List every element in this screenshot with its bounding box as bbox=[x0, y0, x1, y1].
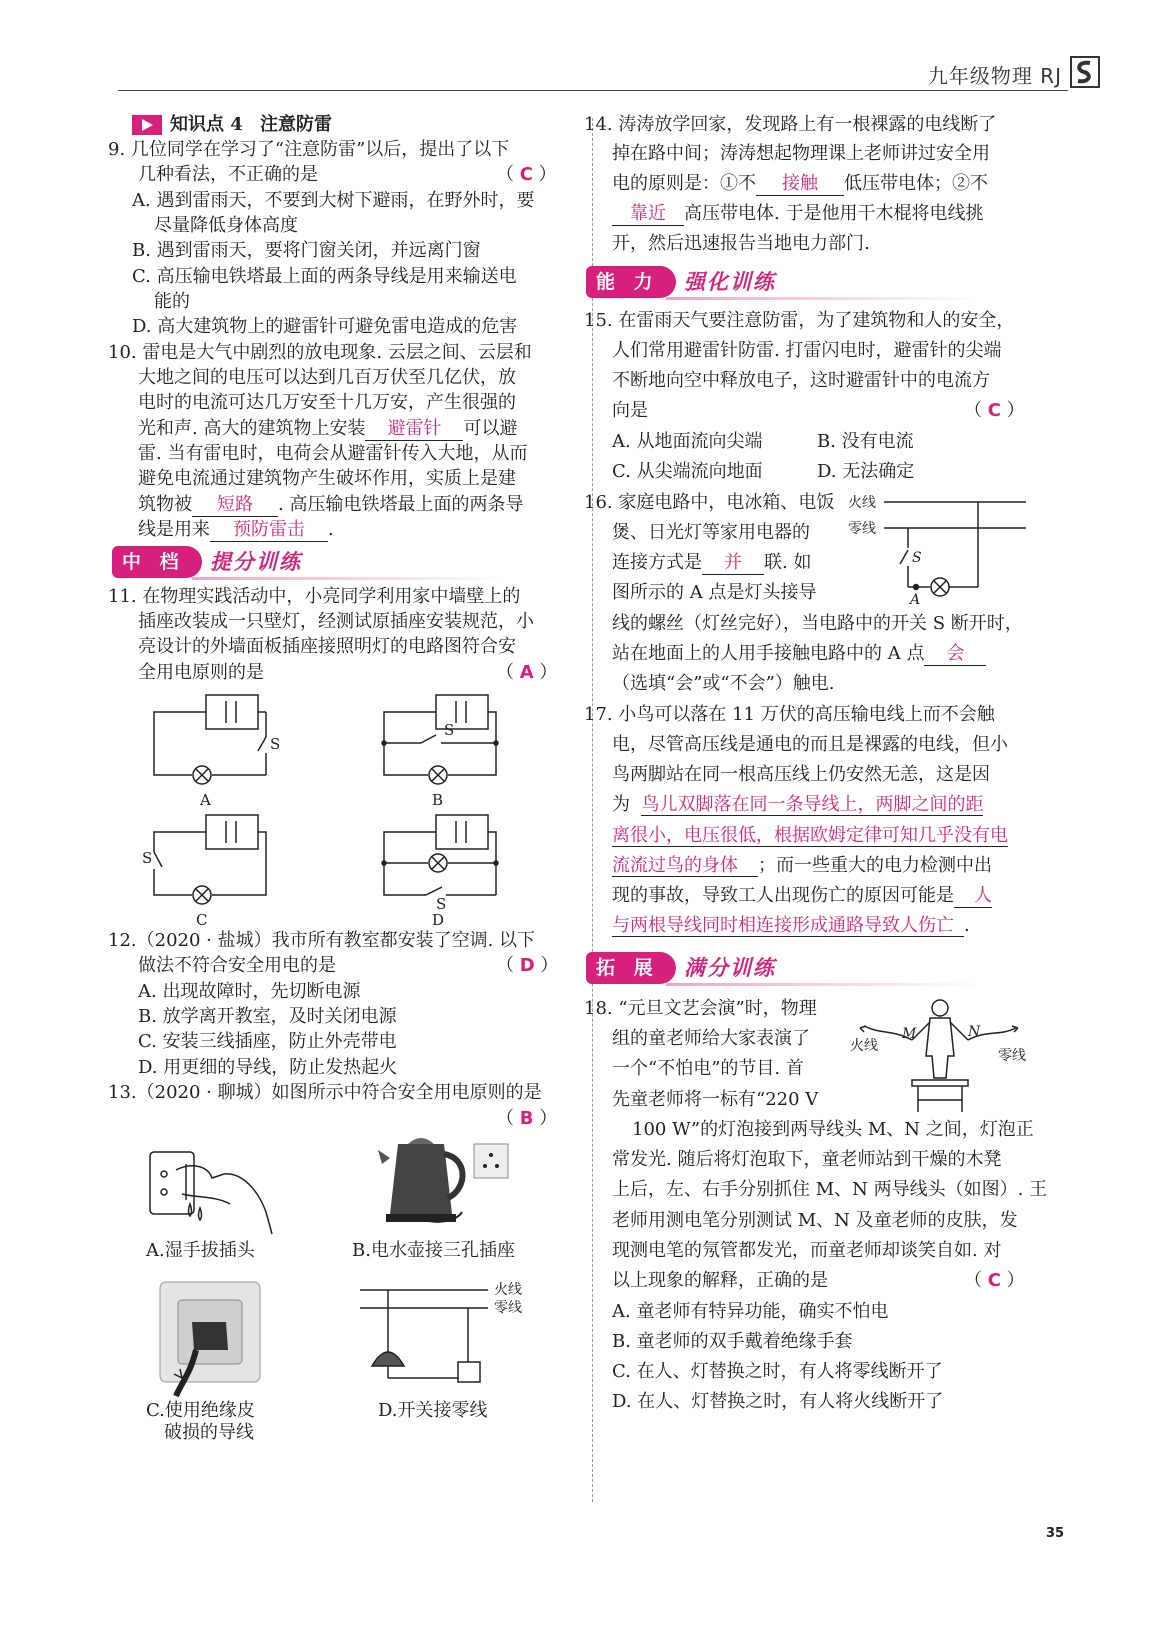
label-s-a: S bbox=[270, 735, 281, 753]
text-line: D. 高大建筑物上的避雷针可避免雷电造成的危害 bbox=[132, 316, 518, 337]
label-s-d: S bbox=[436, 895, 447, 913]
blank-17-1b: 离很小，电压很低，根据欧姆定律可知几乎没有电 bbox=[612, 825, 1008, 846]
text-segment: 电的原则是：①不 bbox=[612, 173, 756, 194]
text-line: 13.（2020 · 聊城）如图所示中符合安全用电原则的是 bbox=[108, 1082, 542, 1103]
text-line: 16. 家庭电路中，电冰箱、电饭 bbox=[584, 492, 835, 513]
text-line: 鸟两脚站在同一根高压线上仍安然无恙，这是因 bbox=[612, 764, 990, 785]
blank-17-1a: 鸟儿双脚落在同一条导线上，两脚之间的距 bbox=[641, 794, 984, 815]
blank-10-3: 预防雷击 bbox=[210, 519, 328, 542]
text-line bbox=[612, 201, 983, 227]
caption-13d: D.开关接零线 bbox=[378, 1400, 488, 1421]
text-line bbox=[138, 492, 523, 518]
text-line: B. 童老师的双手戴着绝缘手套 bbox=[612, 1331, 853, 1352]
text-segment: 注意防雷 bbox=[259, 114, 332, 135]
play-icon bbox=[132, 115, 162, 135]
text-line bbox=[612, 823, 1008, 849]
text-segment: 现的事故，导致工人出现伤亡的原因可能是 bbox=[612, 885, 954, 906]
text-line: 不断地向空中释放电子，这时避雷针中的电流方 bbox=[612, 370, 990, 391]
text-line: C. 安装三线插座，防止外壳带电 bbox=[138, 1031, 397, 1052]
text-line: 组的童老师给大家表演了 bbox=[612, 1028, 810, 1049]
text-line: B. 遇到雷雨天，要将门窗关闭，并远离门窗 bbox=[132, 240, 481, 261]
text-line: 亮设计的外墙面板插座接照明灯的电路图符合安 bbox=[138, 636, 516, 657]
text-line: D. 用更细的导线，防止发热起火 bbox=[138, 1057, 398, 1078]
text-line: 9. 几位同学在学习了“注意防雷”以后，提出了以下 bbox=[108, 139, 510, 160]
kp4-heading bbox=[132, 112, 332, 138]
text-line: 插座改装成一只壁灯，经测试原插座安装规范，小 bbox=[138, 611, 534, 632]
section-banner-extension: 拓 展 满分训练 bbox=[586, 948, 1006, 988]
text-segment: 联. 如 bbox=[764, 552, 812, 573]
answer-9: C bbox=[519, 164, 533, 185]
caption-13a: A.湿手拔插头 bbox=[146, 1240, 255, 1261]
text-segment: 站在地面上的人用手接触电路中的 A 点 bbox=[612, 643, 925, 664]
label-a-16: A bbox=[910, 592, 921, 608]
answer-13: B bbox=[519, 1108, 534, 1129]
answer-15: C bbox=[987, 400, 1001, 421]
text-line: 避免电流通过建筑物产生破坏作用，实质上是建 bbox=[138, 468, 516, 489]
text-line bbox=[612, 913, 970, 939]
text-line: 一个“不怕电”的节目. 首 bbox=[612, 1058, 804, 1079]
text-line: B. 没有电流 bbox=[817, 431, 914, 452]
text-line: （ C ） bbox=[964, 1270, 1025, 1291]
text-line: 煲、日光灯等家用电器的 bbox=[612, 522, 810, 543]
damaged-cord-illustration bbox=[156, 1278, 266, 1398]
text-line: 老师用测电笔分别测试 M、N 及童老师的皮肤，发 bbox=[612, 1210, 1018, 1231]
blank-14-2: 靠近 bbox=[612, 203, 684, 226]
text-line bbox=[612, 792, 983, 818]
text-line: （选填“会”或“不会”）触电. bbox=[612, 673, 835, 694]
text-line: 上后，左、右手分别抓住 M、N 两导线头（如图）. 王 bbox=[612, 1179, 1048, 1200]
text-segment: 高压带电体. 于是他用干木棍将电线挑 bbox=[684, 203, 984, 224]
text-line: （ C ） bbox=[496, 164, 557, 185]
label-m: M bbox=[902, 1026, 917, 1042]
text-segment: 为 bbox=[612, 794, 630, 815]
caption-13c-2: 破损的导线 bbox=[164, 1422, 254, 1443]
label-neutral-16: 零线 bbox=[848, 521, 876, 537]
text-line: 15. 在雷雨天气要注意防雷，为了建筑物和人的安全， bbox=[584, 310, 1015, 331]
header-rule bbox=[118, 90, 1068, 91]
caption-13b: B.电水壶接三孔插座 bbox=[352, 1240, 515, 1261]
blank-14-1: 接触 bbox=[756, 173, 844, 196]
text-line: 几种看法，不正确的是 bbox=[138, 164, 318, 185]
text-segment: 光和声. 高大的建筑物上安装 bbox=[138, 418, 366, 439]
text-line: 雷. 当有雷电时，电荷会从避雷针传入大地，从而 bbox=[138, 443, 528, 464]
text-line bbox=[138, 517, 334, 543]
label-fire-16: 火线 bbox=[848, 495, 876, 511]
text-line: A. 从地面流向尖端 bbox=[612, 431, 763, 452]
circuit-c bbox=[154, 815, 266, 904]
blank-10-1: 避雷针 bbox=[365, 418, 463, 441]
text-line: 做法不符合安全用电的是 bbox=[138, 955, 336, 976]
text-line: 开，然后迅速报告当地电力部门. bbox=[612, 233, 870, 254]
circuit-b bbox=[382, 695, 498, 784]
label-fire-18: 火线 bbox=[850, 1038, 878, 1054]
text-line bbox=[612, 171, 988, 197]
text-line: 人们常用避雷针防雷. 打雷闪电时，避雷针的尖端 bbox=[612, 340, 1002, 361]
text-segment: 连接方式是 bbox=[612, 552, 702, 573]
label-c: C bbox=[196, 911, 208, 929]
section-banner-mid: 中 档 提分训练 bbox=[112, 542, 532, 582]
answer-11: A bbox=[519, 662, 534, 683]
text-segment: ；而一些重大的电力检测中出 bbox=[758, 855, 992, 876]
label-s-c: S bbox=[142, 849, 153, 867]
text-line: 全用电原则的是 bbox=[138, 662, 264, 683]
text-line: B. 放学离开教室，及时关闭电源 bbox=[138, 1006, 397, 1027]
blank-10-2: 短路 bbox=[192, 494, 278, 517]
label-fire-13d: 火线 bbox=[494, 1282, 522, 1298]
text-line: 17. 小鸟可以落在 11 万伏的高压输电线上而不会触 bbox=[584, 704, 995, 725]
text-segment: 知识点 4 bbox=[170, 114, 243, 135]
text-segment: 可以避 bbox=[463, 418, 518, 439]
blank-17-1c: 流流过鸟的身体 bbox=[612, 855, 758, 877]
label-neutral-18: 零线 bbox=[998, 1048, 1026, 1064]
label-neutral-13d: 零线 bbox=[494, 1300, 522, 1316]
text-segment: . 高压输电铁塔最上面的两条导 bbox=[278, 494, 524, 515]
text-line: 11. 在物理实践活动中，小亮同学利用家中墙壁上的 bbox=[108, 586, 521, 607]
text-line: C. 在人、灯替换之时，有人将零线断开了 bbox=[612, 1361, 943, 1382]
publisher-logo bbox=[1070, 56, 1100, 88]
text-line bbox=[612, 853, 992, 879]
text-line: A. 遇到雷雨天，不要到大树下避雨，在野外时，要 bbox=[132, 190, 535, 211]
wet-hand-plug-illustration bbox=[146, 1134, 286, 1234]
blank-16-1: 并 bbox=[702, 552, 764, 575]
teacher-holding-wires-illustration bbox=[850, 996, 1030, 1114]
label-s-16: S bbox=[912, 550, 922, 566]
text-segment: 线是用来 bbox=[138, 519, 210, 540]
text-line: 大地之间的电压可以达到几百万伏至几亿伏，放 bbox=[138, 367, 516, 388]
text-line: A. 出现故障时，先切断电源 bbox=[138, 981, 361, 1002]
answer-12: D bbox=[519, 955, 535, 976]
blank-16-2: 会 bbox=[924, 643, 986, 666]
text-line: C. 从尖端流向地面 bbox=[612, 461, 763, 482]
blank-17-2a: 人 bbox=[954, 885, 992, 908]
text-line bbox=[612, 641, 986, 667]
text-line: D. 在人、灯替换之时，有人将火线断开了 bbox=[612, 1391, 944, 1412]
text-line: D. 无法确定 bbox=[817, 461, 915, 482]
switch-on-neutral-diagram bbox=[358, 1278, 538, 1388]
text-line: 18. “元旦文艺会演”时，物理 bbox=[584, 998, 817, 1019]
text-line bbox=[612, 550, 811, 576]
text-line: 电时的电流可达几万安至十几万安，产生很强的 bbox=[138, 392, 516, 413]
text-line: 能的 bbox=[154, 291, 190, 312]
kettle-three-pin-illustration bbox=[378, 1128, 518, 1228]
section-banner-ability: 能 力 强化训练 bbox=[586, 262, 1006, 302]
text-line: 向是 bbox=[612, 400, 648, 421]
text-line: 常发光. 随后将灯泡取下，童老师站到干燥的木凳 bbox=[612, 1149, 1002, 1170]
blank-17-2b: 与两根导线同时相连接形成通路导致人伤亡 bbox=[612, 915, 964, 937]
text-line: A. 童老师有特异功能，确实不怕电 bbox=[612, 1301, 889, 1322]
q16-circuit-figure bbox=[848, 492, 1028, 607]
label-d: D bbox=[432, 911, 445, 929]
label-s-b: S bbox=[444, 721, 455, 739]
text-line bbox=[612, 883, 992, 909]
text-segment: 筑物被 bbox=[138, 494, 192, 515]
text-line: 先童老师将一标有“220 V bbox=[612, 1089, 819, 1110]
text-line: 10. 雷电是大气中剧烈的放电现象. 云层之间、云层和 bbox=[108, 342, 532, 363]
text-line: 100 W”的灯泡接到两导线头 M、N 之间，灯泡正 bbox=[632, 1119, 1034, 1140]
text-line: 图所示的 A 点是灯头接导 bbox=[612, 582, 817, 603]
text-line: 现测电笔的氖管都发光，而童老师却谈笑自如. 对 bbox=[612, 1240, 1002, 1261]
text-segment: . bbox=[964, 915, 970, 936]
text-line: 尽量降低身体高度 bbox=[154, 215, 298, 236]
text-line bbox=[138, 416, 517, 442]
text-segment: . bbox=[328, 519, 334, 540]
text-line: （ C ） bbox=[964, 400, 1025, 421]
circuit-d bbox=[382, 815, 498, 895]
text-line: 掉在路中间；涛涛想起物理课上老师讲过安全用 bbox=[612, 143, 990, 164]
label-a: A bbox=[200, 791, 211, 809]
header-title: 九年级物理 RJ bbox=[927, 64, 1062, 88]
text-line: 12.（2020 · 盐城）我市所有教室都安装了空调. 以下 bbox=[108, 930, 536, 951]
page-number: 35 bbox=[1046, 1526, 1065, 1541]
text-segment: 低压带电体；②不 bbox=[844, 173, 988, 194]
text-line: （ B ） bbox=[496, 1108, 558, 1129]
text-line: 以上现象的解释，正确的是 bbox=[612, 1270, 828, 1291]
text-line: 线的螺丝（灯丝完好），当电路中的开关 S 断开时， bbox=[612, 613, 1023, 634]
text-line: （ D ） bbox=[496, 955, 559, 976]
text-line: （ A ） bbox=[496, 662, 558, 683]
text-line: 14. 涛涛放学回家，发现路上有一根裸露的电线断了 bbox=[584, 114, 997, 135]
text-line: 电，尽管高压线是通电的而且是裸露的电线，但小 bbox=[612, 734, 1008, 755]
answer-18: C bbox=[987, 1270, 1001, 1291]
label-b: B bbox=[432, 791, 444, 809]
text-line: C. 高压输电铁塔最上面的两条导线是用来输送电 bbox=[132, 266, 517, 287]
label-n: N bbox=[968, 1024, 981, 1040]
q11-circuit-figure bbox=[142, 687, 566, 932]
circuit-a bbox=[154, 695, 266, 784]
caption-13c-1: C.使用绝缘皮 bbox=[146, 1400, 255, 1421]
